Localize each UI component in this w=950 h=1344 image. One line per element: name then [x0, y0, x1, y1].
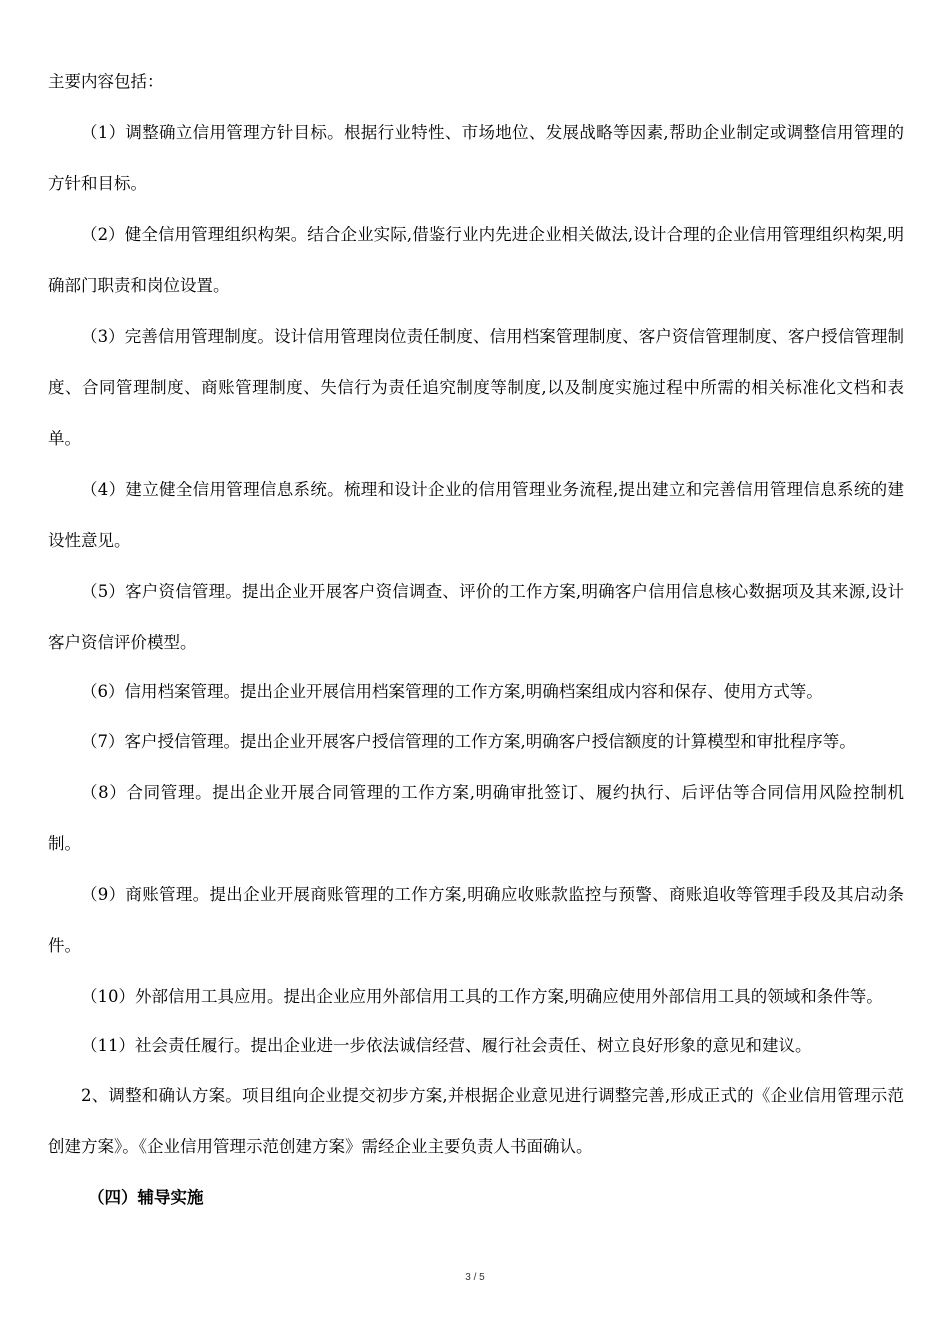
- list-item-3: （3）完善信用管理制度。设计信用管理岗位责任制度、信用档案管理制度、客户资信管理制度、客户授信管理制度、合同管理制度、商账管理制度、失信行为责任追究制度等制度,以及制度实施过程中所需的相关标准化文档和表单。: [48, 327, 904, 448]
- list-item-4: （4）建立健全信用管理信息系统。梳理和设计企业的信用管理业务流程,提出建立和完善信用管理信息系统的建设性意见。: [48, 480, 904, 550]
- page-number: 3 / 5: [465, 1272, 485, 1283]
- list-item-11: （11）社会责任履行。提出企业进一步依法诚信经营、履行社会责任、树立良好形象的意见和建议。: [81, 1036, 812, 1055]
- list-item-6: （6）信用档案管理。提出企业开展信用档案管理的工作方案,明确档案组成内容和保存、使用方式等。: [81, 682, 823, 701]
- intro-text: 主要内容包括：: [48, 72, 164, 91]
- list-item-10: （10）外部信用工具应用。提出企业应用外部信用工具的工作方案,明确应使用外部信用工具的领域和条件等。: [81, 987, 883, 1006]
- document-body: [48, 56, 904, 1223]
- list-item-8: （8）合同管理。提出企业开展合同管理的工作方案,明确审批签订、履约执行、后评估等合同信用风险控制机制。: [48, 783, 904, 853]
- list-item-5: （5）客户资信管理。提出企业开展客户资信调查、评价的工作方案,明确客户信用信息核心数据项及其来源,设计客户资信评价模型。: [48, 582, 904, 652]
- section-heading: （四）辅导实施: [88, 1188, 204, 1207]
- list-item-9: （9）商账管理。提出企业开展商账管理的工作方案,明确应收账款监控与预警、商账追收等管理手段及其启动条件。: [48, 885, 904, 955]
- list-item-1: （1）调整确立信用管理方针目标。根据行业特性、市场地位、发展战略等因素,帮助企业制定或调整信用管理的方针和目标。: [48, 123, 904, 193]
- step-2-paragraph: 2、调整和确认方案。项目组向企业提交初步方案,并根据企业意见进行调整完善,形成正式的《企业信用管理示范创建方案》。《企业信用管理示范创建方案》需经企业主要负责人书面确认。: [48, 1086, 904, 1156]
- list-item-7: （7）客户授信管理。提出企业开展客户授信管理的工作方案,明确客户授信额度的计算模型和审批程序等。: [81, 732, 856, 751]
- list-item-2: （2）健全信用管理组织构架。结合企业实际,借鉴行业内先进企业相关做法,设计合理的企业信用管理组织构架,明确部门职责和岗位设置。: [48, 225, 904, 295]
